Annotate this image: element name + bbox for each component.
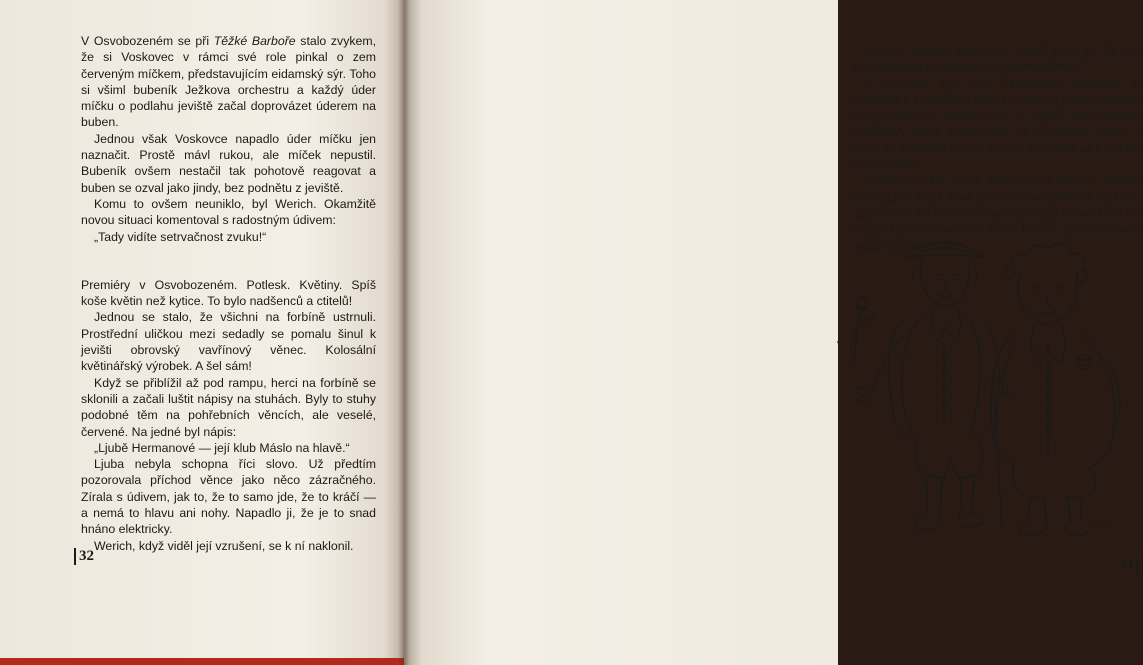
right-page bbox=[404, 0, 1143, 665]
paragraph: „Dodnes mám doma zbytky toho věnce,“ dodává paní Ljuba, když dává přátelům ten příběh k lepšímu, „ještě stále ho používám jako přísady do omáček a k masu. Byl tak ohromný, že se během jednoho života nedá zkonzumovat.“ bbox=[853, 173, 1143, 253]
right-page-text bbox=[853, 42, 1143, 254]
paragraph: V Osvobozeném se při Těžké Barboře stalo zvykem, že si Voskovec v rámci své role pinkal o zem červeným míčkem, představujícím eidamský sýr. Toho si všiml bubeník Ježkova orchestru a každý úder míčku o podlahu jeviště začal doprovázet úderem na buben. bbox=[81, 34, 377, 130]
page-number: 32 bbox=[74, 548, 94, 565]
left-page-text bbox=[81, 33, 376, 554]
paragraph: „Tady vidíte setrvačnost zvuku!“ bbox=[94, 229, 267, 244]
paragraph: Komu to ovšem neuniklo, byl Werich. Okamžitě novou situaci komentoval s radostným údivem: bbox=[81, 196, 376, 228]
paragraph: Werich, když viděl její vzrušení, se k ní naklonil. bbox=[94, 538, 354, 553]
page-number: 33 bbox=[1118, 557, 1138, 574]
paragraph: Když se přiblížil až pod rampu, herci na forbíně se sklonili a začali luštit nápisy na stuhách. Byly to stuhy podobné těm na pohřebních věncích, ale veselé, červené. Na jedné byl nápis: bbox=[81, 375, 376, 439]
paragraph: Ljuba nebyla schopna říci slovo. Už předtím pozorovala příchod věnce jako něco zázračného. Zírala s údivem, jak to, že to samo jde, že to kráčí — a nemá to hlavu ani nohy. Napadlo ji, že je to snad hnáno elektricky. bbox=[81, 457, 376, 537]
paragraph: Jednou však Voskovce napadlo úder míčku jen naznačit. Prostě mávl rukou, ale míček nepustil. Bubeník ovšem nestačil tak pohotově reagovat a buben se ozval jako jindy, bez podnětu z jeviště. bbox=[81, 131, 376, 195]
paragraph: A opravdu, byl tam. Zamilovaný tajemník se odhodlal k zoufalému pokusu, aby na sebe upozornil svou lásku. Ve vlastní režii si opatřil ten obrovský vavřínový kolos, připevněný na dřevěném nosiči, a skryt do poslední chvíle donesl svůj hold až k nohám svého idolu. bbox=[853, 75, 1143, 172]
paragraph: „Ljubo,“ šeptal, „neboj se. Vsadil bych se, že je v těch bobkovejch listech schovanej Mikota!“ bbox=[853, 43, 1143, 74]
paragraph: Jednou se stalo, že všichni na forbíně ustrnuli. Prostřední uličkou mezi sedadly se pomalu šinul k jevišti obrovský vavřínový věnec. Kolosální květinářský výrobek. A šel sám! bbox=[81, 310, 376, 374]
book-gutter bbox=[398, 0, 410, 665]
two-men-illustration bbox=[834, 228, 1134, 538]
left-page bbox=[0, 0, 404, 665]
paragraph: „Ljubě Hermanové — její klub Máslo na hlavě.“ bbox=[94, 440, 350, 455]
book-edge bbox=[838, 0, 850, 665]
paragraph: Premiéry v Osvobozeném. Potlesk. Květiny. Spíš koše květin než kytice. To bylo nadšenců a ctitelů! bbox=[81, 277, 376, 309]
illustration-signature: AH bbox=[1100, 521, 1112, 530]
